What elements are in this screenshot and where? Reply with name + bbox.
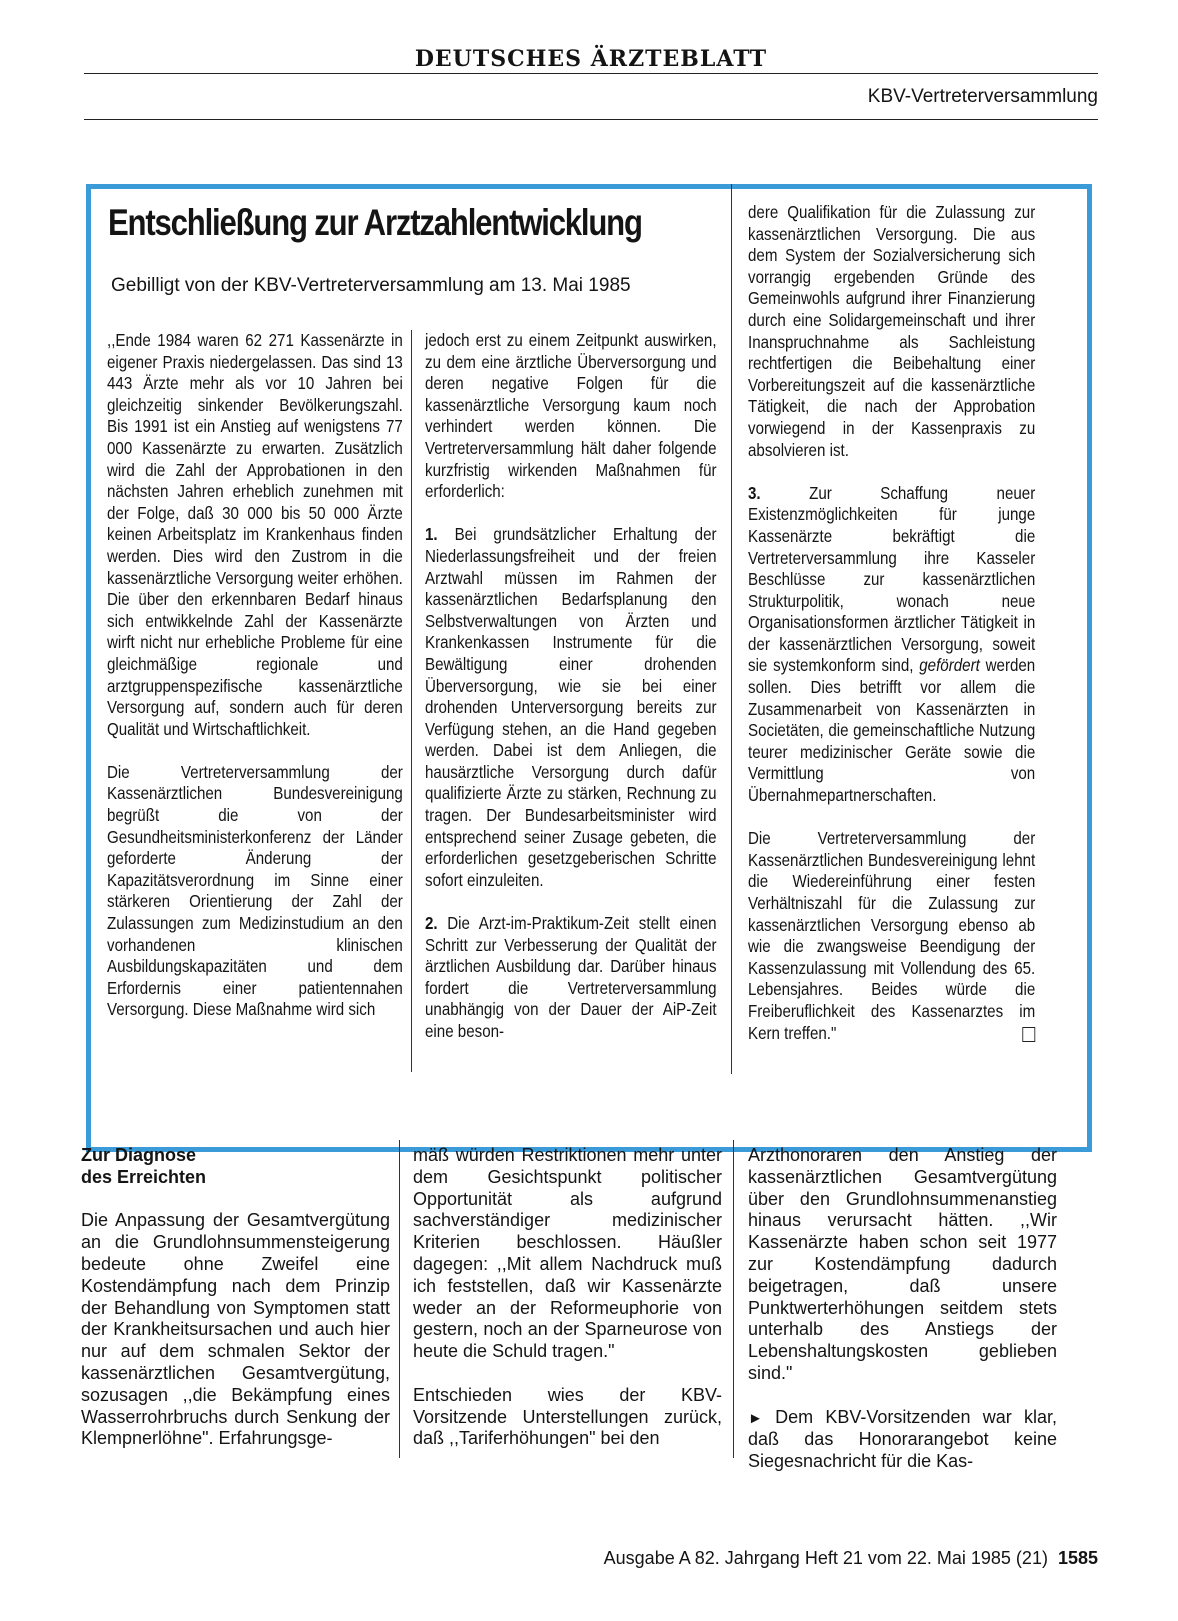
article-paragraph: Arzthonoraren den Anstieg der kassenärztlichen Gesamtvergütung über den Grundlohnsummenanstieg hinaus verursacht hätten. ,,Wir Kassenärzte haben schon seit 1977 zur Kostendämpfung dadurch beigetragen, daß unsere Punktwerterhöhungen seitdem stets unterhalb des Anstiegs der Lebenshaltungskosten geblieben sind." (748, 1145, 1057, 1383)
item-text: Zur Schaffung neuer Existenzmöglichkeiten für junge Kassenärzte bekräftigt die Vertreterversammlung ihre Kasseler Beschlüsse zur kassenärztlichen Strukturpolitik, wonach neue Organisationsformen ärztlicher Tätigkeit in der kassenärztlichen Versorgung, soweit sie systemkonform sind, (748, 482, 1036, 676)
resolution-paragraph: ,,Ende 1984 waren 62 271 Kassenärzte in eigener Praxis niedergelassen. Das sind 13 443 Ärzte mehr als vor 10 Jahren bei gleichzeitig sinkender Bevölkerungszahl. Bis 1991 ist ein Anstieg auf wenigstens 77 000 Kassenärzte zu erwarten. Zusätzlich wird die Zahl der Approbationen in den nächsten Jahren erheblich zunehmen mit der Folge, daß 30 000 bis 50 000 Ärzte keinen Arbeitsplatz im Krankenhaus finden werden. Dies wird den Zustrom in die kassenärztliche Versorgung weiter erhöhen. Die über den erkennbaren Bedarf hinaus sich entwikkelnde Zahl der Kassenärzte wirft nicht nur erhebliche Probleme für eine gleichmäßige regionale und arztgruppenspezifische kassenärztliche Versorgung auf, sondern auch für deren Qualität und Wirtschaftlichkeit. (107, 330, 403, 739)
resolution-paragraph (425, 913, 717, 1043)
resolution-paragraph: jedoch erst zu einem Zeitpunkt auswirken, zu dem eine ärztliche Überversorgung und deren negative Folgen für die kassenärztliche Versorgung kaum noch verhindert werden können. Die Vertreterversammlung hält daher folgende kurzfristig wirkenden Maßnahmen für erforderlich: (425, 330, 717, 502)
emphasis-text: gefördert (919, 655, 980, 676)
article-column-2 (413, 1145, 722, 1450)
resolution-column-2 (425, 330, 717, 1043)
item-number: 3. (748, 482, 761, 503)
resolution-paragraph: Die Vertreterversammlung der Kassenärztlichen Bundesvereinigung begrüßt die von der Gesundheitsministerkonferenz der Länder geforderte Änderung der Kapazitätsverordnung im Sinne einer stärkeren Orientierung der Zahl der Zulassungen zum Medizinstudium an den vorhandenen klinischen Ausbildungskapazitäten und dem Erfordernis einer patientennahen Versorgung. Diese Maßnahme wird sich (107, 761, 403, 1020)
item-text: werden sollen. Dies betrifft vor allem die Zusammenarbeit von Kassenärzten in Societäten, die gemeinschaftliche Nutzung teurer medizinischer Geräte sowie die Vermittlung von Übernahmepartnerschaften. (748, 655, 1036, 806)
page-number: 1585 (1057, 1548, 1098, 1568)
article-column-1 (81, 1145, 390, 1450)
article-paragraph: Die Anpassung der Gesamtvergütung an die Grundlohnsummensteigerung bedeute ohne Zweifel eine Kostendämpfung nach dem Prinzip der Behandlung von Symptomen statt der Krankheitsursachen und auch hier nur auf dem schmalen Sektor der kassenärztlichen Gesamtvergütung, sozusagen ,,die Bekämpfung eines Wasserrohrbruchs durch Senkung der Klempnerlöhne". Erfahrungsge- (81, 1210, 390, 1449)
end-of-article-marker (1022, 1027, 1035, 1042)
page-footer (604, 1548, 1098, 1569)
arrow-bullet-icon: ► (748, 1409, 763, 1427)
resolution-paragraph (425, 524, 717, 891)
article-subheading: Zur Diagnose des Erreichten (81, 1145, 207, 1187)
masthead: DEUTSCHES ÄRZTEBLATT (414, 46, 768, 72)
column-divider (411, 330, 412, 1072)
item-text: Die Vertreterversammlung der Kassenärztlichen Bundesvereinigung lehnt die Wiedereinführung einer festen Verhältniszahl für die Zulassung zur kassenärztlichen Versorgung ebenso ab wie die zwangsweise Beendigung der Kassenzulassung mit Vollendung des 65. Lebensjahres. Beides würde die Freiberuflichkeit des Kassenarztes im Kern treffen." (748, 828, 1036, 1043)
resolution-paragraph (748, 483, 1035, 807)
article-paragraph: Entschieden wies der KBV-Vorsitzende Unterstellungen zurück, daß ,,Tariferhöhungen" bei den (413, 1384, 722, 1449)
column-divider (399, 1140, 400, 1458)
resolution-paragraph (748, 828, 1035, 1044)
article-column-3 (748, 1145, 1057, 1473)
section-label: KBV-Vertreterversammlung (867, 86, 1098, 107)
article-text: Dem KBV-Vorsitzenden war klar, daß das Honorarangebot keine Siegesnachricht für die Kas- (748, 1406, 1057, 1472)
masthead-rule (84, 73, 1098, 74)
resolution-column-3 (748, 202, 1035, 1044)
column-divider (733, 1140, 734, 1458)
item-number: 1. (425, 524, 438, 545)
article-paragraph: mäß würden Restriktionen mehr unter dem Gesichtspunkt politischer Opportunität als aufgrund sachverständiger medizinischer Kriterien beschlossen. Häußler dagegen: ,,Mit allem Nachdruck muß ich feststellen, daß wir Kassenärzte weder an der Reformeuphorie von gestern, noch an der Sparneurose von heute die Schuld tragen." (413, 1145, 722, 1362)
resolution-column-1 (107, 330, 403, 1021)
resolution-title: Entschließung zur Arztzahlentwicklung (108, 202, 642, 243)
resolution-paragraph: dere Qualifikation für die Zulassung zur kassenärztlichen Versorgung. Die aus dem System der Sozialversicherung sich vorrangig ergebenden Gründe des Gemeinwohls aufgrund ihrer Finanzierung durch eine Solidargemeinschaft und ihrer Inanspruchnahme als Sachleistung rechtfertigen die Beibehaltung einer Vorbereitungszeit auf die kassenärztliche Tätigkeit, die nach der Approbation vorwiegend in der Kassenpraxis zu absolvieren ist. (748, 202, 1036, 460)
resolution-subtitle: Gebilligt von der KBV-Vertreterversammlung am 13. Mai 1985 (111, 275, 631, 296)
item-number: 2. (425, 913, 438, 934)
item-text: Die Arzt-im-Praktikum-Zeit stellt einen Schritt zur Verbesserung der Qualität der ärztlichen Ausbildung dar. Darüber hinaus fordert die Vertreterversammlung unabhängig von der Dauer der AiP-Zeit eine beson- (425, 913, 717, 1041)
section-rule (84, 119, 1098, 120)
item-text: Bei grundsätzlicher Erhaltung der Niederlassungsfreiheit und der freien Arztwahl müssen im Rahmen der kassenärztlichen Bedarfsplanung den Selbstverwaltungen von Ärzten und Krankenkassen Instrumente für die Bewältigung einer drohenden Überversorgung, wie sie bei einer drohenden Unterversorgung bereits zur Verfügung stehen, an die Hand gegeben werden. Dabei ist dem Anliegen, die hausärztliche Versorgung durch dafür qualifizierte Ärzte zu stärken, Rechnung zu tragen. Der Bundesarbeitsminister wird entsprechend seiner Zusage gebeten, die erforderlichen gesetzgeberischen Schritte sofort einzuleiten. (425, 524, 717, 890)
article-paragraph (748, 1407, 1057, 1473)
issue-info: Ausgabe A 82. Jahrgang Heft 21 vom 22. Mai 1985 (21) (603, 1548, 1048, 1568)
column-divider (731, 184, 732, 1074)
